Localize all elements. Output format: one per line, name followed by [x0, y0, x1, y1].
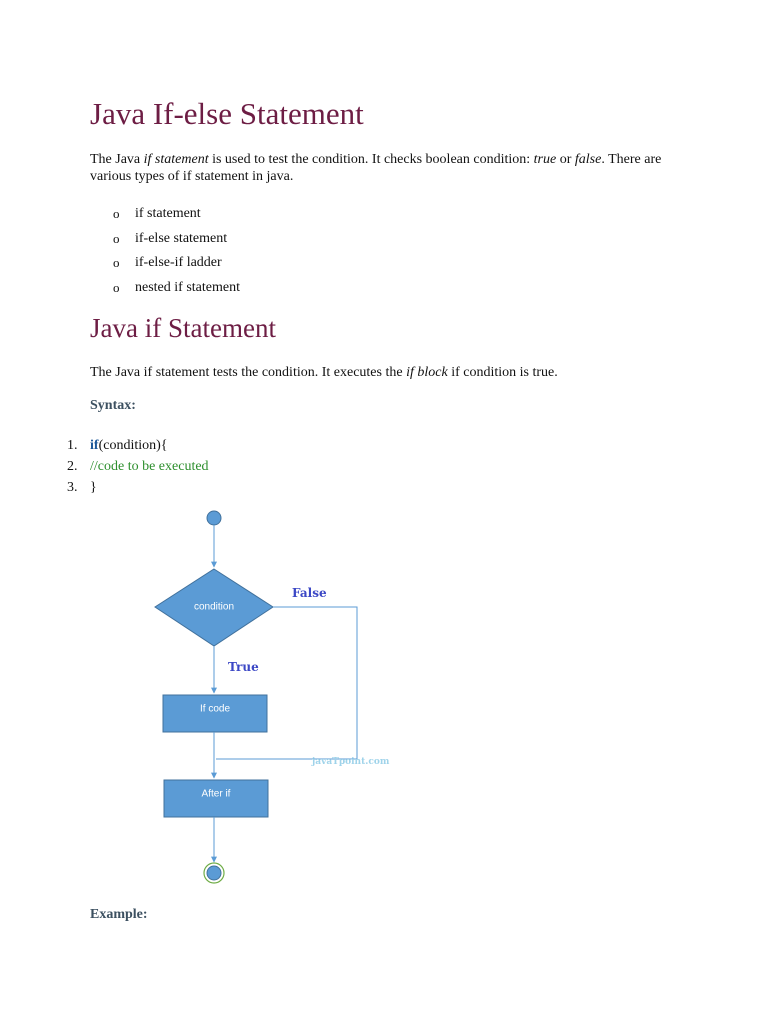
line-number: 3.	[67, 480, 78, 495]
code-keyword: if	[90, 438, 99, 453]
line-number: 1.	[67, 438, 78, 453]
condition-label: condition	[193, 601, 235, 613]
false-label: False	[292, 586, 327, 600]
list-item-label: if-else-if ladder	[135, 255, 222, 270]
bullet-marker: o	[113, 279, 120, 295]
start-node	[207, 511, 221, 525]
list-item-label: if-else statement	[135, 230, 228, 246]
desc-text: The Java if statement tests the condition. It executes the	[90, 365, 407, 380]
line-number: 2.	[67, 459, 78, 474]
bullet-marker: o	[113, 255, 120, 270]
if-code-label: If code	[199, 703, 231, 715]
end-node	[207, 866, 221, 880]
true-label: True	[228, 660, 259, 674]
after-if-label: After if	[201, 788, 231, 800]
intro-emphasis-false: false	[574, 152, 602, 167]
list-item-label: if statement	[135, 206, 201, 221]
intro-text: or	[556, 152, 575, 167]
bullet-marker: o	[113, 230, 120, 246]
list-item-label: nested if statement	[135, 279, 240, 295]
code-text: (condition){	[98, 438, 168, 453]
intro-emphasis-if-statement: if statement	[143, 152, 209, 167]
code-comment: //code to be executed	[90, 459, 209, 474]
example-label: Example:	[90, 907, 148, 922]
watermark: javaTpoint.com	[312, 757, 390, 767]
syntax-label: Syntax:	[90, 398, 136, 413]
code-text: }	[90, 480, 97, 495]
intro-text: . There are various types of if statement in java.	[90, 152, 662, 184]
desc-text: if condition is true.	[447, 365, 558, 380]
intro-emphasis-true: true	[533, 152, 557, 167]
desc-emphasis-if-block: if block	[406, 365, 448, 380]
intro-text: The Java	[90, 152, 144, 167]
bullet-marker: o	[113, 206, 120, 221]
section-title-if-statement: Java if Statement	[90, 313, 276, 343]
page-title: Java If-else Statement	[90, 96, 364, 131]
intro-text: is used to test the condition. It checks boolean condition:	[208, 152, 534, 167]
